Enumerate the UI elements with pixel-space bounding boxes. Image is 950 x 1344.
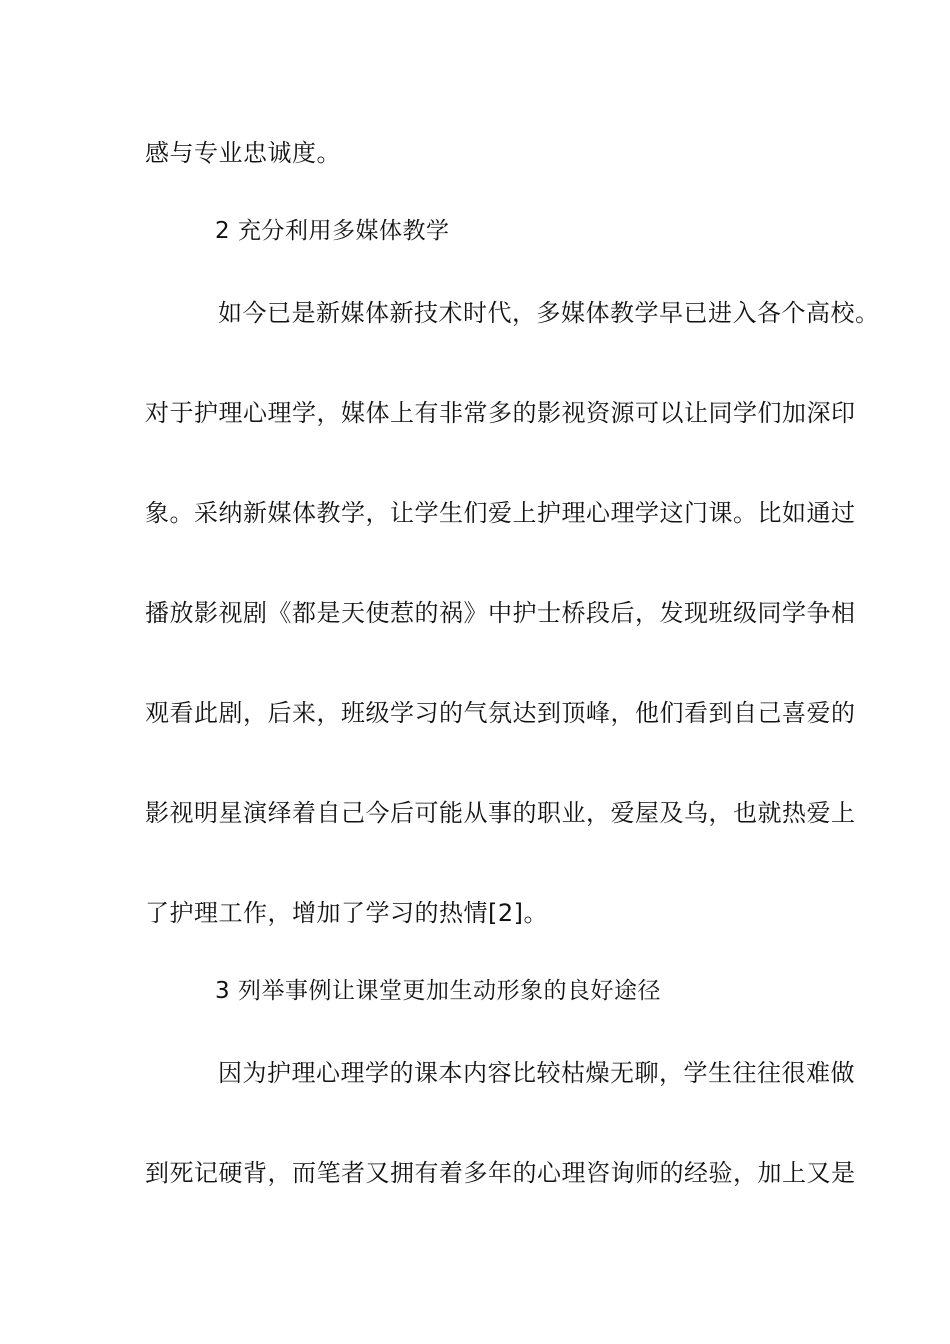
paragraph-line: 感与专业忠诚度。 [145,139,341,167]
section-heading: 2 充分利用多媒体教学 [215,218,450,244]
paragraph-line: 了护理工作，增加了学习的热情[2]。 [145,899,548,927]
paragraph-line: 到死记硬背，而笔者又拥有着多年的心理咨询师的经验，加上又是 [145,1159,856,1187]
paragraph-line: 象。采纳新媒体教学，让学生们爱上护理心理学这门课。比如通过 [145,499,856,527]
paragraph-line: 观看此剧，后来，班级学习的气氛达到顶峰，他们看到自己喜爱的 [145,699,856,727]
paragraph-line: 播放影视剧《都是天使惹的祸》中护士桥段后，发现班级同学争相 [145,599,856,627]
section-heading: 3 列举事例让课堂更加生动形象的良好途径 [215,978,661,1004]
paragraph-line: 影视明星演绎着自己今后可能从事的职业，爱屋及乌，也就热爱上 [145,799,856,827]
paragraph-line: 因为护理心理学的课本内容比较枯燥无聊，学生往往很难做 [218,1059,855,1087]
paragraph-line: 如今已是新媒体新技术时代，多媒体教学早已进入各个高校。 [218,299,880,327]
paragraph-line: 对于护理心理学，媒体上有非常多的影视资源可以让同学们加深印 [145,399,856,427]
